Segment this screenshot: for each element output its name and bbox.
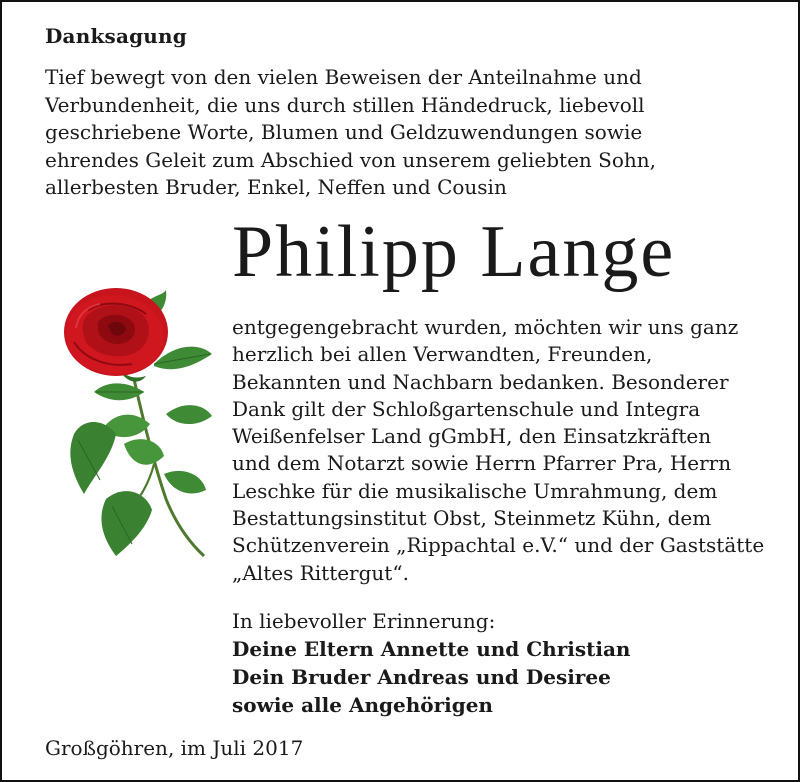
deceased-name: Philipp Lange xyxy=(232,211,676,293)
body-line: und dem Notarzt sowie Herrn Pfarrer Pra, Herrn xyxy=(232,451,732,476)
body-line: Dank gilt der Schloßgartenschule und Integra xyxy=(232,396,701,421)
body-line: „Altes Rittergut“. xyxy=(232,560,409,585)
body-line: herzlich bei allen Verwandten, Freunden, xyxy=(232,342,653,367)
body-line: entgegengebracht wurden, möchten wir uns ganz xyxy=(232,315,739,339)
thanks-paragraph xyxy=(232,314,792,587)
intro-line: Tief bewegt von den vielen Beweisen der Anteilnahme und xyxy=(45,65,642,89)
signature-line: Deine Eltern Annette und Christian xyxy=(232,637,631,661)
red-rose-icon xyxy=(54,284,219,564)
notice-heading: Danksagung xyxy=(45,24,187,48)
signature-block xyxy=(232,635,630,719)
intro-line: geschriebene Worte, Blumen und Geldzuwendungen sowie xyxy=(45,120,643,144)
intro-line: ehrendes Geleit zum Abschied von unserem geliebten Sohn, xyxy=(45,147,657,172)
intro-line: Verbundenheit, die uns durch stillen Händedruck, liebevoll xyxy=(45,92,645,117)
intro-line: allerbesten Bruder, Enkel, Neffen und Cousin xyxy=(45,175,507,199)
body-line: Leschke für die musikalische Umrahmung, dem xyxy=(232,478,718,503)
signature-intro: In liebevoller Erinnerung: xyxy=(232,609,496,633)
body-line: Bekannten und Nachbarn bedanken. Besonderer xyxy=(232,369,729,394)
place-date: Großgöhren, im Juli 2017 xyxy=(45,736,304,760)
signature-line: Dein Bruder Andreas und Desiree xyxy=(232,665,611,689)
signature-line: sowie alle Angehörigen xyxy=(232,693,493,717)
intro-paragraph xyxy=(45,64,785,202)
body-line: Schützenverein „Rippachtal e.V.“ und der Gaststätte xyxy=(232,533,765,558)
body-line: Bestattungsinstitut Obst, Steinmetz Kühn, dem xyxy=(232,506,712,531)
body-line: Weißenfelser Land gGmbH, den Einsatzkräften xyxy=(232,424,712,449)
